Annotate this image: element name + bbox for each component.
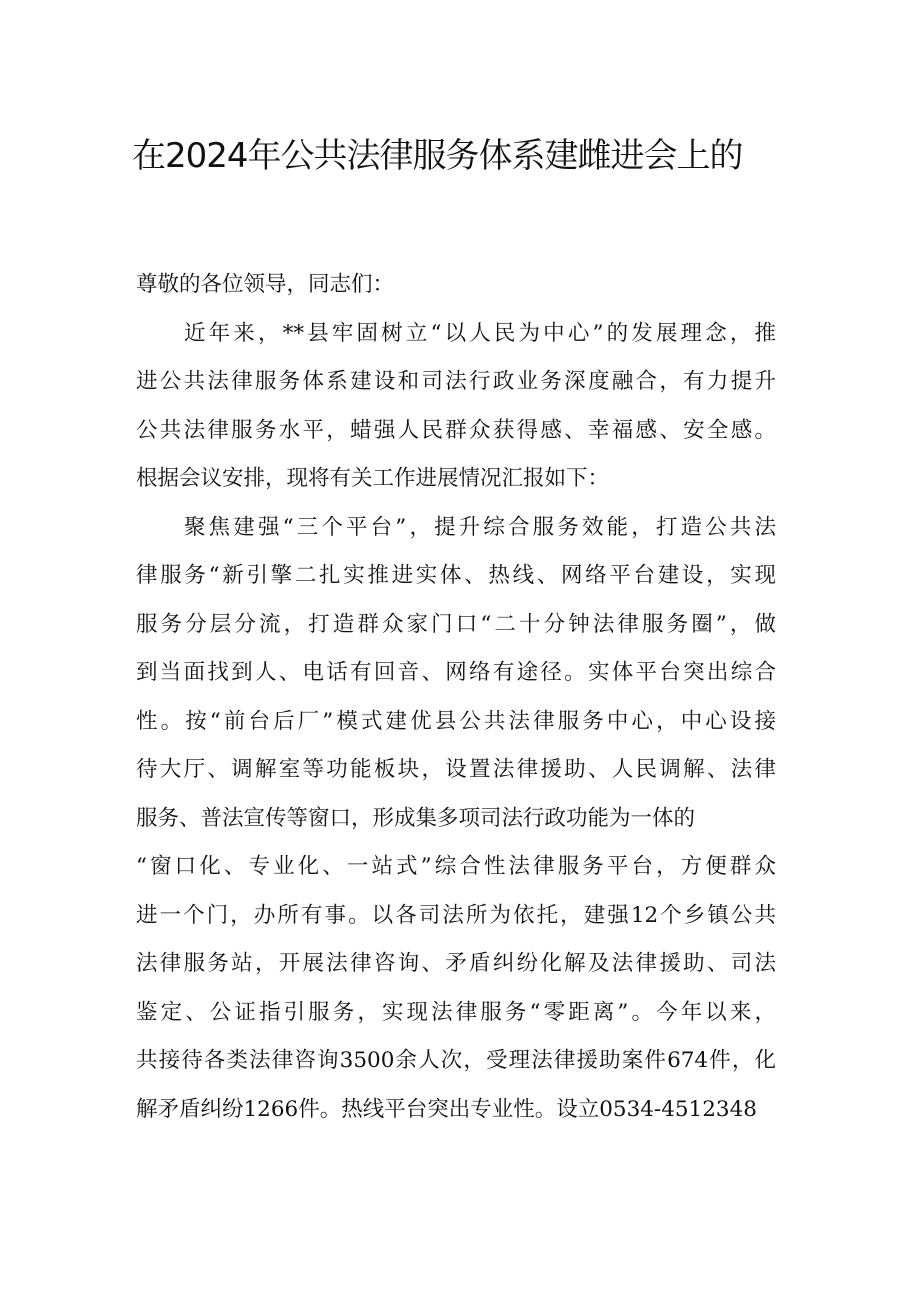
paragraph-line: 到当面找到人、电话有回音、网络有途径。实体平台突出综合 — [136, 660, 776, 685]
paragraph-line: “窗口化、专业化、一站式”综合性法律服务平台，方便群众 — [136, 854, 776, 879]
paragraph-line: 进一个门，办所有事。以各司法所为依托，建强12个乡镇公共 — [136, 902, 776, 928]
document-body — [136, 261, 776, 1134]
paragraph-line: 服务、普法宣传等窗口，形成集多项司法行政功能为一体的 — [136, 805, 696, 831]
paragraph-line: 进公共法律服务体系建设和司法行政业务深度融合，有力提升 — [136, 369, 776, 394]
document-title: 在2024年公共法律服务体系建雌进会上的 — [132, 136, 743, 176]
paragraph-line: 律服务“新引擎二扎实推进实体、热线、网络平台建设，实现 — [136, 563, 776, 588]
paragraph-line: 解矛盾纠纷1266件。热线平台突出专业性。设立0534-4512348 — [136, 1096, 757, 1122]
paragraph-line: 鉴定、公证指引服务，实现法律服务“零距离”。今年以来， — [136, 999, 776, 1025]
paragraph-line: 聚焦建强“三个平台”，提升综合服务效能，打造公共法 — [184, 514, 776, 540]
paragraph-line: 待大厅、调解室等功能板块，设置法律援助、人民调解、法律 — [136, 757, 776, 782]
paragraph-intro — [136, 310, 776, 504]
paragraph-platforms — [136, 504, 776, 1135]
paragraph-line: 近年来，**县牢固树立“以人民为中心”的发展理念，推 — [184, 320, 776, 346]
paragraph-line: 服务分层分流，打造群众家门口“二十分钟法律服务圈”，做 — [136, 611, 776, 637]
paragraph-line: 根据会议安排，现将有关工作进展情况汇报如下： — [136, 466, 610, 491]
paragraph-line: 共接待各类法律咨询3500余人次，受理法律援助案件674件，化 — [136, 1048, 776, 1073]
paragraph-line: 性。按“前台后厂”模式建优县公共法律服务中心，中心设接 — [136, 708, 776, 734]
paragraph-line: 法律服务站，开展法律咨询、矛盾纠纷化解及法律援助、司法 — [136, 951, 776, 976]
paragraph-line: 公共法律服务水平，蜡强人民群众获得感、幸福感、安全感。 — [136, 417, 776, 443]
salutation: 尊敬的各位领导，同志们： — [136, 272, 395, 297]
